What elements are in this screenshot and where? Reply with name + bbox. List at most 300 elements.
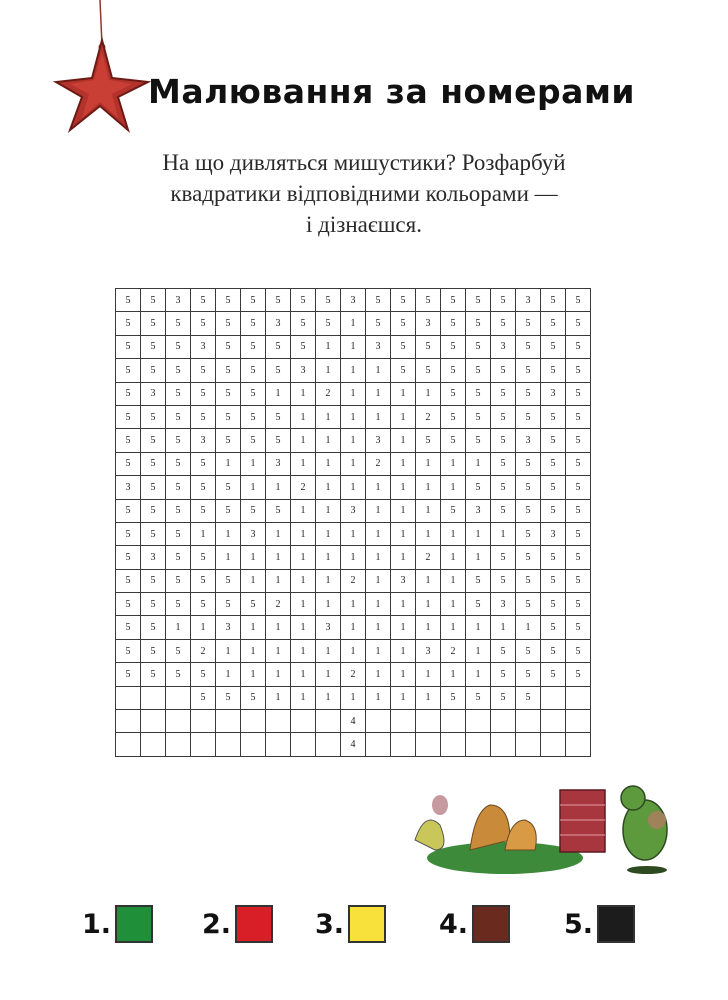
mice-illustration-icon (395, 770, 700, 880)
grid-cell (291, 733, 316, 756)
grid-cell: 3 (416, 639, 441, 662)
grid-cell: 5 (166, 452, 191, 475)
grid-cell: 5 (441, 312, 466, 335)
grid-cell: 1 (341, 452, 366, 475)
grid-cell: 1 (316, 405, 341, 428)
legend-item-4 (439, 905, 510, 943)
grid-cell: 1 (441, 593, 466, 616)
grid-cell: 3 (541, 522, 566, 545)
grid-cell: 1 (241, 639, 266, 662)
grid-row (116, 476, 591, 499)
grid-cell: 1 (216, 452, 241, 475)
grid-cell: 5 (366, 312, 391, 335)
grid-cell: 5 (116, 429, 141, 452)
grid-cell: 1 (441, 476, 466, 499)
color-legend (82, 905, 652, 955)
grid-cell: 2 (341, 663, 366, 686)
grid-cell: 1 (391, 499, 416, 522)
grid-cell: 1 (316, 499, 341, 522)
grid-cell: 1 (241, 616, 266, 639)
color-swatch-black (597, 905, 635, 943)
grid-cell: 4 (341, 710, 366, 733)
grid-cell: 1 (316, 476, 341, 499)
grid-cell: 5 (541, 546, 566, 569)
grid-cell: 3 (366, 429, 391, 452)
grid-cell: 5 (466, 289, 491, 312)
grid-cell: 2 (416, 405, 441, 428)
grid-cell: 5 (266, 405, 291, 428)
grid-cell: 5 (116, 382, 141, 405)
grid-cell: 5 (466, 312, 491, 335)
grid-cell: 3 (516, 289, 541, 312)
grid-cell: 1 (416, 686, 441, 709)
page-title: Малювання за номерами (148, 72, 636, 111)
grid-cell: 5 (216, 335, 241, 358)
grid-cell: 5 (516, 382, 541, 405)
grid-cell: 5 (466, 359, 491, 382)
grid-cell: 5 (491, 639, 516, 662)
grid-cell: 5 (516, 639, 541, 662)
grid-cell: 5 (141, 499, 166, 522)
grid-cell: 1 (316, 452, 341, 475)
grid-cell: 5 (191, 452, 216, 475)
grid-row (116, 522, 591, 545)
grid-cell: 3 (341, 289, 366, 312)
grid-cell: 1 (291, 686, 316, 709)
grid-cell: 1 (391, 452, 416, 475)
grid-cell: 5 (116, 616, 141, 639)
grid-cell: 3 (316, 616, 341, 639)
grid-cell: 1 (291, 569, 316, 592)
grid-row (116, 593, 591, 616)
grid-cell: 2 (341, 569, 366, 592)
grid-cell: 1 (291, 616, 316, 639)
grid-cell: 1 (366, 476, 391, 499)
grid-cell: 3 (466, 499, 491, 522)
grid-cell: 5 (441, 359, 466, 382)
grid-cell: 5 (566, 312, 591, 335)
grid-cell (491, 710, 516, 733)
grid-cell: 5 (216, 686, 241, 709)
grid-cell: 5 (191, 289, 216, 312)
grid-cell: 5 (166, 639, 191, 662)
grid-cell: 3 (141, 546, 166, 569)
grid-cell: 5 (491, 499, 516, 522)
legend-number: 4. (439, 908, 469, 940)
grid-cell (266, 733, 291, 756)
grid-cell: 5 (316, 312, 341, 335)
grid-cell: 5 (516, 476, 541, 499)
grid-cell: 5 (516, 569, 541, 592)
grid-cell: 5 (191, 546, 216, 569)
grid-cell: 5 (216, 405, 241, 428)
grid-cell: 1 (316, 429, 341, 452)
grid-cell: 1 (266, 476, 291, 499)
grid-cell: 1 (241, 569, 266, 592)
grid-row (116, 405, 591, 428)
grid-cell: 1 (491, 522, 516, 545)
grid-cell: 5 (566, 569, 591, 592)
grid-cell: 1 (391, 429, 416, 452)
grid-cell: 5 (116, 639, 141, 662)
grid-cell: 5 (491, 382, 516, 405)
grid-cell: 1 (291, 499, 316, 522)
grid-cell: 5 (516, 522, 541, 545)
grid-cell: 1 (441, 522, 466, 545)
grid-cell: 5 (116, 546, 141, 569)
grid-cell: 5 (541, 359, 566, 382)
grid-cell: 5 (191, 593, 216, 616)
grid-cell: 3 (491, 335, 516, 358)
grid-cell: 1 (341, 359, 366, 382)
grid-cell: 1 (366, 663, 391, 686)
grid-cell: 5 (116, 499, 141, 522)
grid-cell: 5 (166, 476, 191, 499)
grid-cell (391, 710, 416, 733)
grid-cell: 1 (266, 546, 291, 569)
grid-cell: 1 (291, 405, 316, 428)
grid-cell: 5 (191, 663, 216, 686)
grid-cell: 1 (416, 616, 441, 639)
grid-cell: 1 (241, 546, 266, 569)
grid-cell: 5 (116, 289, 141, 312)
grid-cell: 5 (241, 359, 266, 382)
grid-cell: 5 (316, 289, 341, 312)
grid-cell: 5 (141, 569, 166, 592)
grid-cell: 5 (141, 405, 166, 428)
grid-cell (116, 733, 141, 756)
grid-cell: 5 (116, 335, 141, 358)
grid-cell: 1 (266, 639, 291, 662)
grid-cell: 5 (216, 312, 241, 335)
grid-row (116, 429, 591, 452)
intro-line: На що дивляться мишустики? Розфарбуй (162, 150, 566, 175)
grid-cell: 1 (291, 546, 316, 569)
grid-cell: 5 (391, 312, 416, 335)
grid-cell: 5 (466, 686, 491, 709)
grid-cell: 1 (266, 382, 291, 405)
grid-cell: 5 (166, 546, 191, 569)
grid-cell: 5 (266, 289, 291, 312)
grid-cell: 5 (391, 359, 416, 382)
grid-cell: 5 (166, 359, 191, 382)
grid-cell: 1 (391, 686, 416, 709)
grid-cell (541, 733, 566, 756)
grid-cell: 5 (166, 522, 191, 545)
grid-cell: 5 (541, 289, 566, 312)
grid-cell: 1 (341, 429, 366, 452)
grid-row (116, 663, 591, 686)
grid-cell: 3 (366, 335, 391, 358)
grid-cell: 5 (291, 289, 316, 312)
grid-cell: 5 (141, 663, 166, 686)
grid-cell: 3 (141, 382, 166, 405)
grid-cell: 5 (466, 405, 491, 428)
grid-cell: 5 (241, 686, 266, 709)
grid-cell: 1 (366, 639, 391, 662)
grid-cell: 1 (366, 686, 391, 709)
grid-cell: 1 (316, 686, 341, 709)
grid-cell: 3 (191, 335, 216, 358)
grid-cell: 2 (366, 452, 391, 475)
grid-cell: 1 (466, 616, 491, 639)
grid-cell: 1 (216, 639, 241, 662)
grid-cell: 5 (441, 335, 466, 358)
grid-row (116, 639, 591, 662)
grid-cell: 1 (466, 639, 491, 662)
grid-cell (566, 686, 591, 709)
grid-cell: 5 (166, 312, 191, 335)
legend-item-1 (82, 905, 153, 943)
color-swatch-yellow (348, 905, 386, 943)
grid-cell: 5 (491, 569, 516, 592)
grid-cell: 5 (216, 359, 241, 382)
grid-cell: 1 (416, 522, 441, 545)
grid-cell: 5 (541, 335, 566, 358)
grid-cell (516, 710, 541, 733)
grid-cell: 1 (391, 405, 416, 428)
grid-cell: 5 (566, 405, 591, 428)
grid-cell: 5 (116, 359, 141, 382)
grid-cell: 3 (266, 452, 291, 475)
grid-cell: 5 (116, 663, 141, 686)
intro-text (100, 147, 628, 240)
grid-cell: 5 (541, 452, 566, 475)
grid-cell: 3 (416, 312, 441, 335)
grid-cell: 5 (541, 429, 566, 452)
grid-cell: 1 (466, 522, 491, 545)
grid-cell: 1 (416, 593, 441, 616)
grid-cell: 1 (416, 382, 441, 405)
grid-cell: 1 (316, 663, 341, 686)
grid-cell (516, 733, 541, 756)
grid-cell: 5 (191, 476, 216, 499)
grid-cell: 5 (491, 663, 516, 686)
grid-cell (141, 733, 166, 756)
grid-cell: 1 (341, 522, 366, 545)
legend-item-2 (202, 905, 273, 943)
grid-cell (266, 710, 291, 733)
grid-cell: 1 (341, 312, 366, 335)
grid-cell: 1 (366, 522, 391, 545)
grid-cell: 5 (491, 686, 516, 709)
grid-cell: 5 (141, 335, 166, 358)
grid-cell: 5 (116, 569, 141, 592)
grid-cell: 2 (441, 639, 466, 662)
grid-cell: 5 (516, 359, 541, 382)
grid-row (116, 359, 591, 382)
grid-cell: 1 (341, 335, 366, 358)
grid-row (116, 616, 591, 639)
grid-cell: 5 (141, 429, 166, 452)
grid-cell (416, 733, 441, 756)
grid-cell: 5 (216, 429, 241, 452)
grid-cell: 2 (316, 382, 341, 405)
grid-cell (241, 710, 266, 733)
grid-cell: 1 (441, 616, 466, 639)
grid-cell: 1 (341, 405, 366, 428)
grid-cell: 1 (291, 593, 316, 616)
grid-cell: 5 (566, 429, 591, 452)
grid-cell: 5 (191, 382, 216, 405)
grid-cell: 5 (266, 359, 291, 382)
grid-cell: 5 (416, 335, 441, 358)
grid-cell: 1 (441, 546, 466, 569)
grid-row (116, 686, 591, 709)
grid-cell: 1 (241, 476, 266, 499)
grid-cell: 3 (116, 476, 141, 499)
grid-cell: 1 (441, 569, 466, 592)
grid-cell: 5 (191, 312, 216, 335)
grid-cell: 5 (566, 476, 591, 499)
grid-cell: 1 (366, 569, 391, 592)
legend-number: 5. (564, 908, 594, 940)
grid-cell: 5 (416, 359, 441, 382)
grid-cell: 5 (566, 452, 591, 475)
grid-cell: 5 (116, 312, 141, 335)
grid-cell: 1 (316, 335, 341, 358)
grid-cell: 3 (191, 429, 216, 452)
grid-cell: 3 (391, 569, 416, 592)
grid-cell: 5 (541, 593, 566, 616)
grid-cell: 1 (316, 522, 341, 545)
grid-cell: 1 (366, 546, 391, 569)
grid-cell: 5 (441, 499, 466, 522)
grid-cell: 5 (166, 663, 191, 686)
grid-cell: 1 (216, 663, 241, 686)
grid-cell (316, 710, 341, 733)
grid-cell: 5 (266, 429, 291, 452)
grid-cell: 1 (291, 429, 316, 452)
grid-cell: 3 (491, 593, 516, 616)
grid-cell: 5 (466, 569, 491, 592)
grid-cell: 5 (116, 593, 141, 616)
grid-cell: 1 (316, 359, 341, 382)
grid-cell (566, 733, 591, 756)
grid-cell: 5 (541, 639, 566, 662)
grid-cell: 3 (166, 289, 191, 312)
grid-cell: 1 (216, 522, 241, 545)
grid-cell: 5 (516, 546, 541, 569)
grid-cell (566, 710, 591, 733)
grid-cell: 5 (566, 616, 591, 639)
grid-cell: 1 (266, 616, 291, 639)
grid-cell: 5 (566, 522, 591, 545)
grid-cell: 1 (316, 639, 341, 662)
grid-cell: 5 (241, 405, 266, 428)
grid-cell (541, 686, 566, 709)
grid-cell: 5 (241, 382, 266, 405)
grid-cell: 5 (566, 639, 591, 662)
grid-cell (441, 710, 466, 733)
grid-cell: 1 (416, 452, 441, 475)
grid-cell: 5 (491, 405, 516, 428)
grid-cell: 5 (141, 452, 166, 475)
grid-cell: 5 (516, 663, 541, 686)
grid-cell: 1 (391, 663, 416, 686)
grid-cell: 3 (341, 499, 366, 522)
grid-row (116, 546, 591, 569)
grid-cell: 5 (416, 289, 441, 312)
grid-cell: 5 (491, 452, 516, 475)
grid-cell: 5 (566, 593, 591, 616)
grid-cell: 1 (266, 522, 291, 545)
grid-cell (116, 710, 141, 733)
grid-cell: 5 (566, 663, 591, 686)
grid-cell (491, 733, 516, 756)
grid-cell: 5 (141, 639, 166, 662)
grid-cell: 1 (341, 546, 366, 569)
grid-cell: 5 (141, 616, 166, 639)
grid-cell: 5 (266, 499, 291, 522)
grid-cell: 5 (191, 499, 216, 522)
color-swatch-green (115, 905, 153, 943)
grid-cell: 1 (366, 382, 391, 405)
grid-cell: 5 (166, 429, 191, 452)
grid-cell: 1 (341, 616, 366, 639)
grid-cell: 1 (516, 616, 541, 639)
grid-cell: 5 (191, 405, 216, 428)
grid-cell: 1 (241, 452, 266, 475)
grid-cell: 5 (216, 476, 241, 499)
grid-cell: 5 (541, 616, 566, 639)
grid-cell: 1 (366, 593, 391, 616)
grid-cell: 5 (491, 359, 516, 382)
grid-cell: 5 (441, 382, 466, 405)
grid-cell: 1 (366, 616, 391, 639)
grid-cell: 4 (341, 733, 366, 756)
grid-cell: 2 (266, 593, 291, 616)
grid-cell (141, 710, 166, 733)
grid-cell (466, 733, 491, 756)
grid-cell: 5 (566, 359, 591, 382)
grid-cell: 5 (216, 569, 241, 592)
grid-cell: 5 (441, 289, 466, 312)
legend-number: 1. (82, 908, 112, 940)
grid-cell (141, 686, 166, 709)
grid-row (116, 710, 591, 733)
grid-cell: 5 (541, 569, 566, 592)
grid-cell: 1 (466, 663, 491, 686)
grid-cell: 5 (441, 429, 466, 452)
grid-cell: 2 (191, 639, 216, 662)
grid-row (116, 499, 591, 522)
color-swatch-red (235, 905, 273, 943)
grid-cell: 5 (216, 499, 241, 522)
grid-cell: 5 (391, 335, 416, 358)
grid-cell: 1 (416, 569, 441, 592)
grid-cell (241, 733, 266, 756)
grid-row (116, 335, 591, 358)
grid-cell: 1 (341, 686, 366, 709)
grid-cell: 1 (466, 546, 491, 569)
grid-cell: 5 (491, 476, 516, 499)
grid-cell: 5 (241, 593, 266, 616)
legend-number: 2. (202, 908, 232, 940)
grid-cell: 1 (341, 639, 366, 662)
intro-line: і дізнаєшся. (306, 212, 422, 237)
grid-cell: 3 (216, 616, 241, 639)
grid-cell: 5 (266, 335, 291, 358)
grid-cell: 1 (416, 663, 441, 686)
grid-cell: 1 (316, 569, 341, 592)
grid-cell: 2 (416, 546, 441, 569)
grid-cell: 1 (341, 382, 366, 405)
grid-cell: 5 (516, 686, 541, 709)
grid-cell: 5 (441, 686, 466, 709)
grid-cell: 1 (191, 522, 216, 545)
grid-cell: 1 (316, 593, 341, 616)
